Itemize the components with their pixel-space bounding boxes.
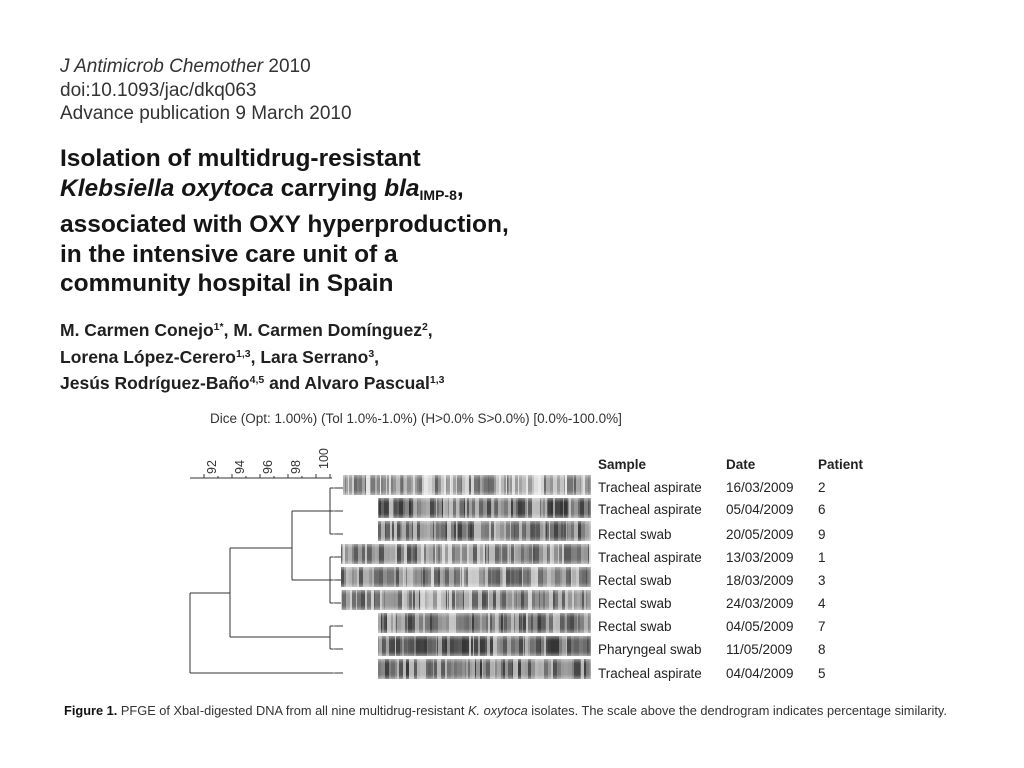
title-line-1: Isolation of multidrug-resistant <box>60 145 421 172</box>
scale-tick-label: 92 <box>205 460 219 474</box>
row-sample: Rectal swab <box>598 619 672 634</box>
advance-publication: Advance publication 9 March 2010 <box>60 103 352 124</box>
title-line-5: community hospital in Spain <box>60 270 394 297</box>
row-patient: 6 <box>818 502 826 517</box>
author-name: Alvaro Pascual <box>304 373 430 393</box>
row-patient: 4 <box>818 596 826 611</box>
journal-doi: doi:10.1093/jac/dkq063 <box>60 79 257 101</box>
row-sample: Tracheal aspirate <box>598 480 702 495</box>
pfge-gel-image <box>333 470 593 685</box>
author-name: M. Carmen Conejo <box>60 320 214 340</box>
author-name: Lorena López-Cerero <box>60 346 236 367</box>
row-sample: Rectal swab <box>598 527 672 542</box>
row-patient: 1 <box>818 550 826 565</box>
figure-caption <box>64 702 1004 720</box>
column-header-sample: Sample <box>598 457 647 472</box>
journal-name: J Antimicrob Chemother <box>60 56 264 77</box>
row-date: 04/04/2009 <box>726 666 794 681</box>
title-gene-subscript: IMP-8 <box>419 186 457 203</box>
author-separator: , <box>250 346 261 367</box>
row-date: 18/03/2009 <box>726 573 794 588</box>
author-affiliation: 2 <box>421 321 428 333</box>
scale-tick-label: 96 <box>261 460 275 474</box>
title-gene: bla <box>384 174 420 202</box>
row-patient: 7 <box>818 619 826 634</box>
scale-tick-label: 100 <box>317 448 331 469</box>
gel-lane <box>333 521 591 541</box>
row-sample: Pharyngeal swab <box>598 642 702 657</box>
row-sample: Rectal swab <box>598 573 672 588</box>
row-patient: 8 <box>818 642 826 657</box>
caption-text: isolates. The scale above the dendrogram indicates percentage similarity. <box>527 703 947 718</box>
row-date: 04/05/2009 <box>726 619 794 634</box>
row-date: 05/04/2009 <box>726 502 794 517</box>
row-patient: 3 <box>818 573 826 588</box>
journal-year: 2010 <box>268 56 311 77</box>
scale-tick-label: 94 <box>233 460 247 474</box>
row-patient: 2 <box>818 480 826 495</box>
gel-lane <box>333 567 591 587</box>
gel-lane <box>333 613 591 633</box>
title-comma: , <box>456 174 464 202</box>
gel-lane <box>333 498 591 518</box>
author-affiliation: 1,3 <box>236 347 251 360</box>
row-date: 13/03/2009 <box>726 550 794 565</box>
author-separator: , <box>374 346 380 367</box>
gel-lane <box>333 544 591 564</box>
row-date: 16/03/2009 <box>726 480 794 495</box>
row-sample: Rectal swab <box>598 596 672 611</box>
row-date: 20/05/2009 <box>726 527 794 542</box>
row-sample: Tracheal aspirate <box>598 666 702 681</box>
author-separator: and <box>264 373 305 393</box>
caption-organism: K. oxytoca <box>467 703 528 718</box>
row-date: 24/03/2009 <box>726 596 794 611</box>
author-separator: , <box>223 320 234 340</box>
caption-text: PFGE of XbaI-digested DNA from all nine multidrug-resistant <box>117 703 468 718</box>
row-date: 11/05/2009 <box>726 642 793 657</box>
column-header-patient: Patient <box>818 457 864 472</box>
title-carrying: carrying <box>273 174 385 202</box>
author-name: Jesús Rodríguez-Baño <box>60 373 250 393</box>
gel-lane <box>333 636 591 656</box>
author-affiliation: 3 <box>368 347 375 360</box>
row-patient: 9 <box>818 527 826 542</box>
author-name: M. Carmen Domínguez <box>233 320 422 340</box>
author-affiliation: 1,3 <box>429 374 445 386</box>
row-sample: Tracheal aspirate <box>598 550 702 565</box>
author-affiliation: 4,5 <box>249 374 265 386</box>
caption-label: Figure 1. <box>64 703 118 718</box>
column-header-date: Date <box>726 457 756 472</box>
author-separator: , <box>427 320 433 340</box>
author-name: Lara Serrano <box>260 346 369 367</box>
author-affiliation: 1* <box>213 321 224 333</box>
row-patient: 5 <box>818 666 826 681</box>
title-line-3: associated with OXY hyperproduction, <box>60 211 509 238</box>
dice-settings-label: Dice (Opt: 1.00%) (Tol 1.0%-1.0%) (H>0.0% S>0.0%) [0.0%-100.0%] <box>210 411 622 426</box>
gel-lane <box>333 590 591 610</box>
title-line-4: in the intensive care unit of a <box>60 240 398 268</box>
gel-lane <box>333 475 591 495</box>
scale-tick-label: 98 <box>289 460 303 474</box>
row-sample: Tracheal aspirate <box>598 502 702 517</box>
title-organism: Klebsiella oxytoca <box>60 174 274 202</box>
gel-lane <box>333 659 591 679</box>
